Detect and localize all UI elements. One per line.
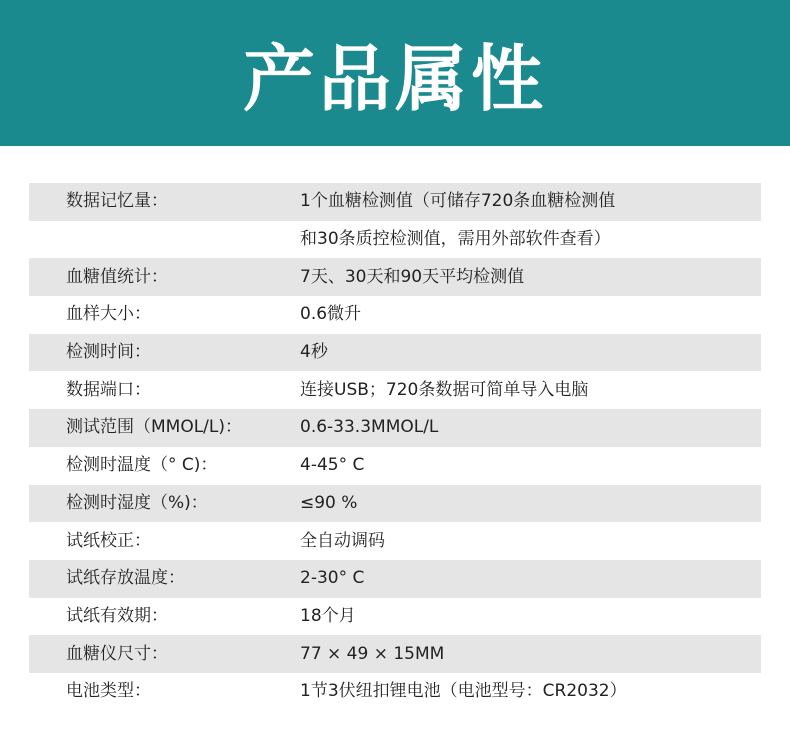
table-row [29, 598, 761, 636]
attribute-value: 4秒 [300, 342, 328, 363]
attribute-value: 7天、30天和90天平均检测值 [300, 266, 525, 287]
table-row [29, 296, 761, 334]
attribute-label: 试纸存放温度： [66, 568, 185, 589]
attribute-value: 1节3伏纽扣锂电池（电池型号：CR2032） [300, 681, 627, 702]
table-row [29, 371, 761, 409]
attribute-label: 血糖仪尺寸： [66, 643, 168, 664]
attribute-label: 电池类型： [66, 681, 151, 702]
table-row [29, 635, 761, 673]
attribute-label: 试纸校正： [66, 530, 151, 551]
attribute-value: 全自动调码 [300, 530, 385, 551]
attributes-table [29, 183, 761, 711]
attribute-value: 2-30° C [300, 568, 365, 589]
attribute-label: 血糖值统计： [66, 266, 168, 287]
table-row [29, 673, 761, 711]
attribute-value: 77 × 49 × 15MM [300, 643, 445, 664]
table-row [29, 522, 761, 560]
table-row [29, 221, 761, 259]
table-row [29, 560, 761, 598]
attribute-label: 血样大小： [66, 304, 151, 325]
table-row [29, 485, 761, 523]
attribute-label: 试纸有效期： [66, 605, 168, 626]
attribute-value: 1个血糖检测值（可储存720条血糖检测值 [300, 191, 616, 212]
attribute-value: 和30条质控检测值，需用外部软件查看） [300, 229, 611, 250]
attribute-label: 数据端口： [66, 379, 151, 400]
attribute-label: 测试范围（MMOL/L)： [66, 417, 243, 438]
table-row [29, 409, 761, 447]
table-row [29, 334, 761, 372]
attribute-value: 18个月 [300, 605, 356, 626]
attribute-value: 连接USB；720条数据可简单导入电脑 [300, 379, 589, 400]
attribute-label: 检测时温度（° C)： [66, 455, 218, 476]
header-banner [0, 0, 790, 146]
attribute-label: 检测时湿度（%)： [66, 492, 208, 513]
table-row [29, 447, 761, 485]
attribute-value: ≤90 % [300, 492, 358, 513]
attribute-label: 检测时间： [66, 342, 151, 363]
table-row [29, 258, 761, 296]
table-row [29, 183, 761, 221]
attribute-value: 0.6微升 [300, 304, 362, 325]
page-title: 产品属性 [242, 37, 547, 121]
attribute-value: 0.6-33.3MMOL/L [300, 417, 439, 438]
attribute-label: 数据记忆量： [66, 191, 168, 212]
attribute-value: 4-45° C [300, 455, 365, 476]
